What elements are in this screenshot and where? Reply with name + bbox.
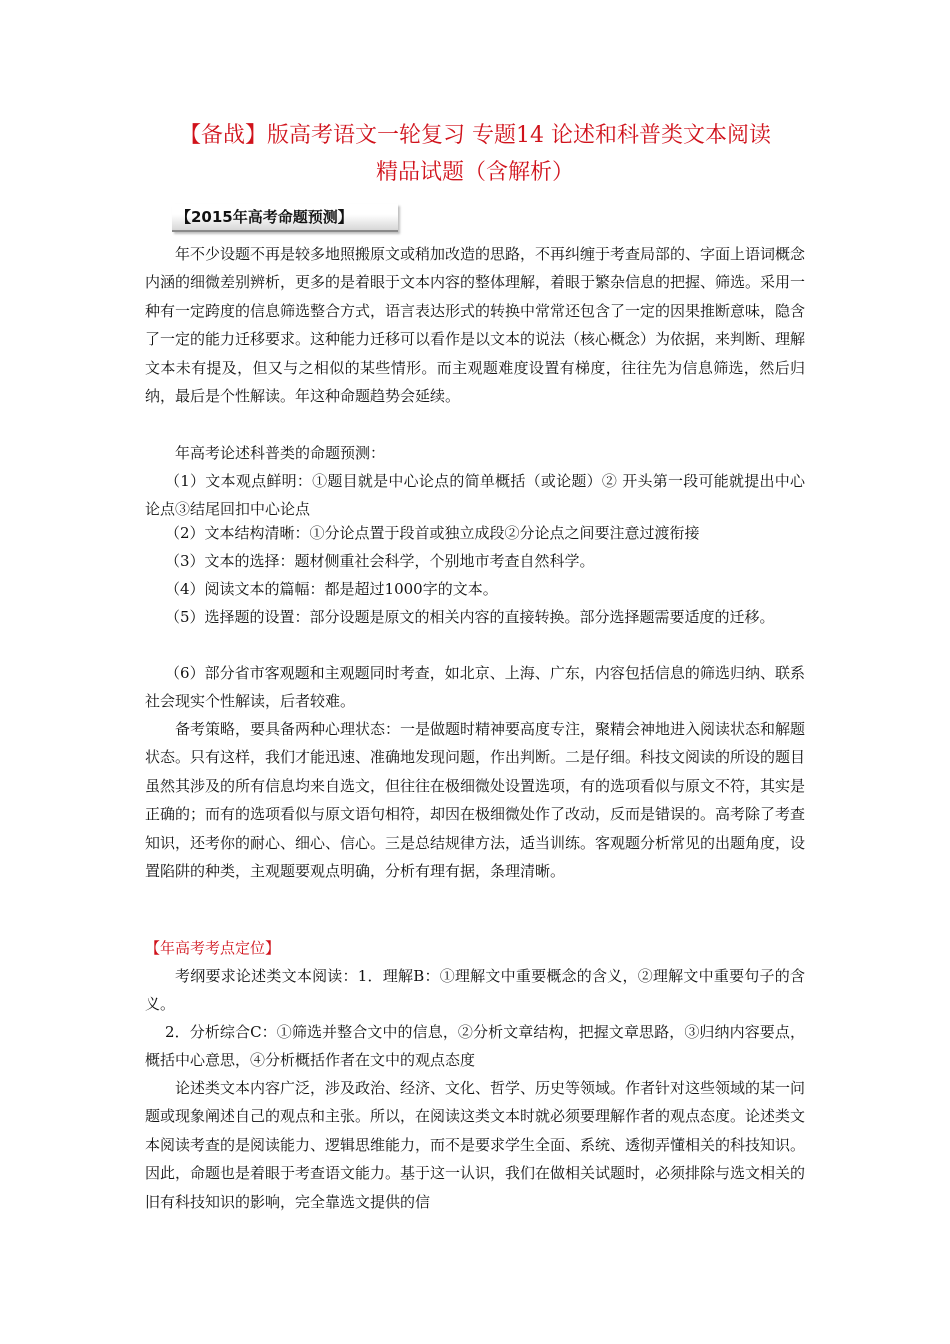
intro-paragraph: 年不少设题不再是较多地照搬原文或稍加改造的思路，不再纠缠于考查局部的、字面上语词概念内涵的细微差别辨析，更多的是着眼于文本内容的整体理解，着眼于繁杂信息的把握、筛选。采用一种有一定跨度的信息筛选整合方式，语言表达形式的转换中常常还包含了一定的因果推断意味，隐含了一定的能力迁移要求。这种能力迁移可以看作是以文本的说法（核心概念）为依据，来判断、理解文本未有提及，但又与之相似的某些情形。而主观题难度设置有梯度，往往先为信息筛选，然后归纳，最后是个性解读。年这种命题趋势会延续。 [145,245,806,406]
prediction-heading: 年高考论述科普类的命题预测： [175,444,386,462]
exam-requirement-paragraph: 考纲要求论述类文本阅读：1．理解B：①理解文中重要概念的含义，②理解文中重要句子的含义。 [145,967,805,1014]
prediction-item-1: （1）文本观点鲜明：①题目就是中心论点的简单概括（或论题）② 开头第一段可能就提出中心论点③结尾回扣中心论点 [145,472,805,519]
exam-point-heading: 【年高考考点定位】 [145,939,281,957]
argument-text-paragraph: 论述类文本内容广泛，涉及政治、经济、文化、哲学、历史等领域。作者针对这些领域的某一问题或现象阐述自己的观点和主张。所以，在阅读这类文本时就必须要理解作者的观点态度。论述类文本阅读考查的是阅读能力、逻辑思维能力，而不是要求学生全面、系统、透彻弄懂相关的科技知识。因此，命题也是着眼于考查语文能力。基于这一认识，我们在做相关试题时，必须排除与选文相关的旧有科技知识的影响，完全靠选文提供的信 [145,1079,806,1211]
document-title-line-1: 【备战】版高考语文一轮复习 专题14 论述和科普类文本阅读 [179,123,771,148]
prediction-banner-label: 【2015年高考命题预测】 [176,208,353,226]
document-title-line-2: 精品试题（含解析） [375,160,574,185]
prediction-banner [172,204,398,232]
analysis-paragraph: 2．分析综合C：①筛选并整合文中的信息，②分析文章结构，把握文章思路，③归纳内容要点，概括中心意思，④分析概括作者在文中的观点态度 [145,1023,805,1070]
prediction-item-3: （3）文本的选择：题材侧重社会科学，个别地市考查自然科学。 [165,552,595,570]
prediction-item-2: （2）文本结构清晰：①分论点置于段首或独立成段②分论点之间要注意过渡衔接 [165,524,700,542]
strategy-paragraph: 备考策略，要具备两种心理状态：一是做题时精神要高度专注，聚精会神地进入阅读状态和解题状态。只有这样，我们才能迅速、准确地发现问题，作出判断。二是仔细。科技文阅读的所设的题目虽然其涉及的所有信息均来自选文，但往往在极细微处设置选项，有的选项看似与原文不符，其实是正确的；而有的选项看似与原文语句相符，却因在极细微处作了改动，反而是错误的。高考除了考查知识，还考你的耐心、细心、信心。三是总结规律方法，适当训练。客观题分析常见的出题角度，设置陷阱的种类，主观题要观点明确，分析有理有据，条理清晰。 [145,720,806,881]
prediction-item-5: （5）选择题的设置：部分设题是原文的相关内容的直接转换。部分选择题需要适度的迁移。 [165,608,775,626]
prediction-item-6: （6）部分省市客观题和主观题同时考查，如北京、上海、广东，内容包括信息的筛选归纳、联系社会现实个性解读，后者较难。 [145,664,805,711]
prediction-item-4: （4）阅读文本的篇幅：都是超过1000字的文本。 [165,580,498,598]
